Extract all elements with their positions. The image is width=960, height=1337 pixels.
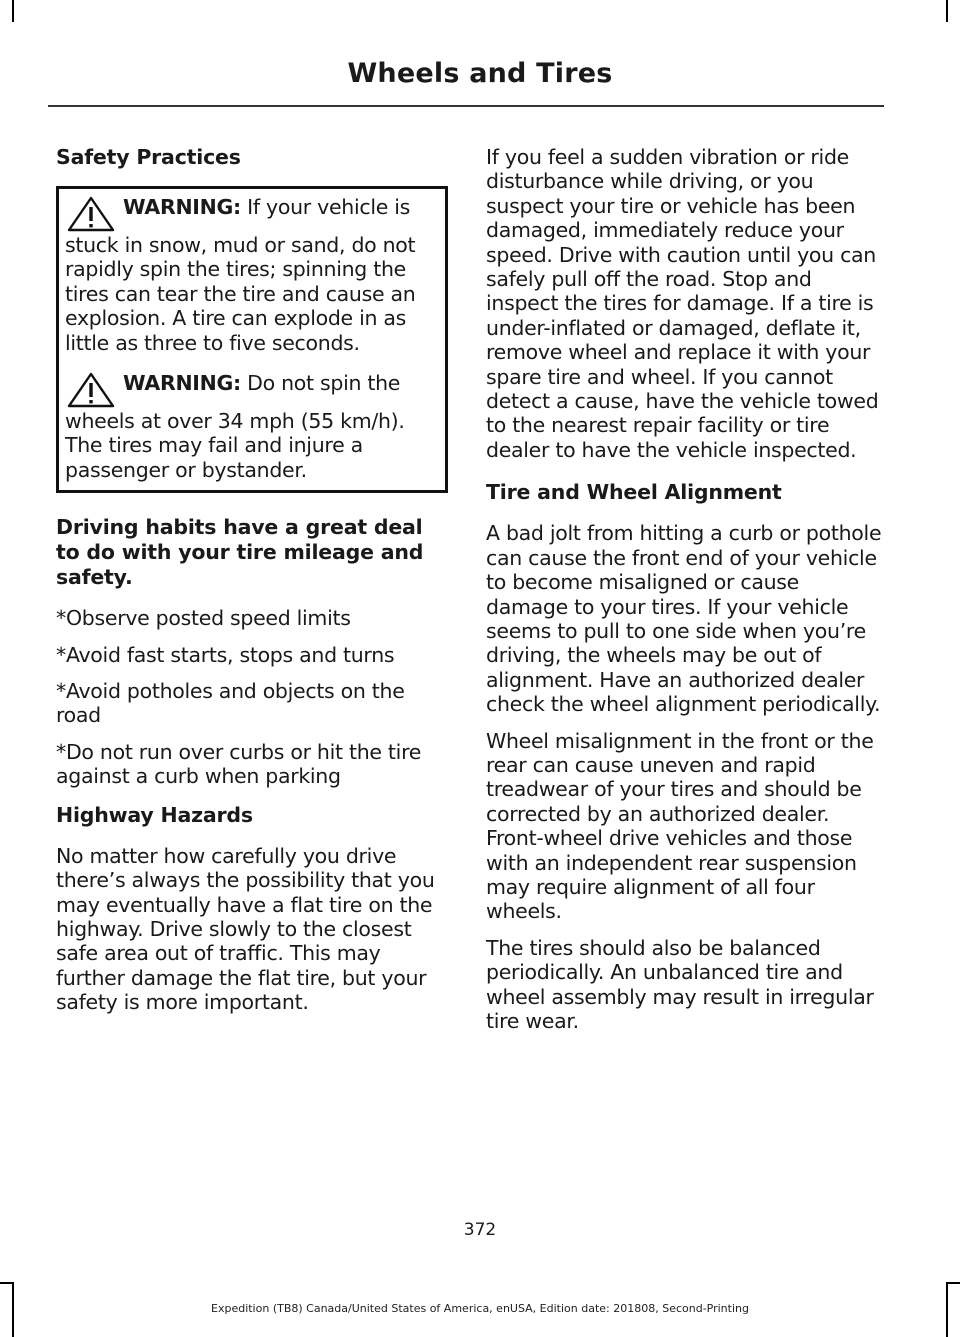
safety-practices-heading: Safety Practices	[56, 145, 241, 169]
left-column	[56, 145, 448, 1027]
page-number: 372	[463, 1220, 497, 1240]
highway-hazards-text: No matter how carefully you drive there’s always the possibility that you may eventually have a flat tire on the highway. Drive slowly to the closest safe area out of traffic. This may further damage the flat tire, but your safety is more important.	[56, 843, 435, 1015]
crop-mark-bottom-left-h	[0, 1282, 14, 1284]
footer-edition-info: Expedition (TB8) Canada/United States of America, enUSA, Edition date: 201808, Second-Printing	[211, 1302, 749, 1315]
highway-hazards-heading: Highway Hazards	[56, 802, 253, 827]
crop-mark-top-right-v	[946, 0, 948, 22]
habit-item: *Observe posted speed limits	[56, 606, 351, 631]
alignment-paragraph: The tires should also be balanced periodically. An unbalanced tire and wheel assembly may result in irregular tire wear.	[486, 935, 874, 1033]
alignment-paragraph: Wheel misalignment in the front or the rear can cause uneven and rapid treadwear of your tires and should be corrected by an authorized dealer. Front-wheel drive vehicles and those with an independent rear suspension may require alignment of all four wheels.	[486, 728, 874, 924]
crop-mark-top-left-v	[12, 0, 14, 22]
header-divider	[48, 105, 884, 107]
warning-text: Do not spin the wheels at over 34 mph (55 km/h). The tires may fail and injure a passenger or bystander.	[65, 371, 405, 482]
warning-triangle-icon	[65, 371, 117, 409]
warning-item	[65, 195, 439, 355]
warning-label: WARNING:	[123, 195, 241, 219]
alignment-paragraph: A bad jolt from hitting a curb or pothole can cause the front end of your vehicle to become misaligned or cause damage to your tires. If your vehicle seems to pull to one side when you’re driving, the wheels may be out of alignment. Have an authorized dealer check the wheel alignment periodically.	[486, 521, 882, 717]
warning-text: If your vehicle is stuck in snow, mud or sand, do not rapidly spin the tires; spinning the tires can tear the tire and cause an explosion. A tire can explode in as little as three to five seconds.	[65, 195, 416, 355]
alignment-heading: Tire and Wheel Alignment	[486, 480, 782, 505]
habit-item: *Do not run over curbs or hit the tire against a curb when parking	[56, 739, 422, 789]
habit-item: *Avoid fast starts, stops and turns	[56, 642, 395, 667]
crop-mark-bottom-right-h	[946, 1282, 960, 1284]
warning-item	[65, 371, 439, 482]
warning-triangle-icon	[65, 195, 117, 233]
driving-habits-heading: Driving habits have a great deal to do with your tire mileage and safety.	[56, 515, 424, 590]
vibration-paragraph: If you feel a sudden vibration or ride disturbance while driving, or you suspect your tire or vehicle has been damaged, immediately reduce your speed. Drive with caution until you can safely pull off the road. Stop and inspect the tires for damage. If a tire is under-inflated or damaged, deflate it, remove wheel and replace it with your spare tire and wheel. If you cannot detect a cause, have the vehicle towed to the nearest repair facility or tire dealer to have the vehicle inspected.	[486, 145, 879, 462]
warning-box	[56, 186, 448, 493]
page-title: Wheels and Tires	[347, 58, 613, 89]
right-column	[486, 145, 886, 1045]
habit-item: *Avoid potholes and objects on the road	[56, 679, 405, 728]
warning-label: WARNING:	[123, 371, 241, 396]
